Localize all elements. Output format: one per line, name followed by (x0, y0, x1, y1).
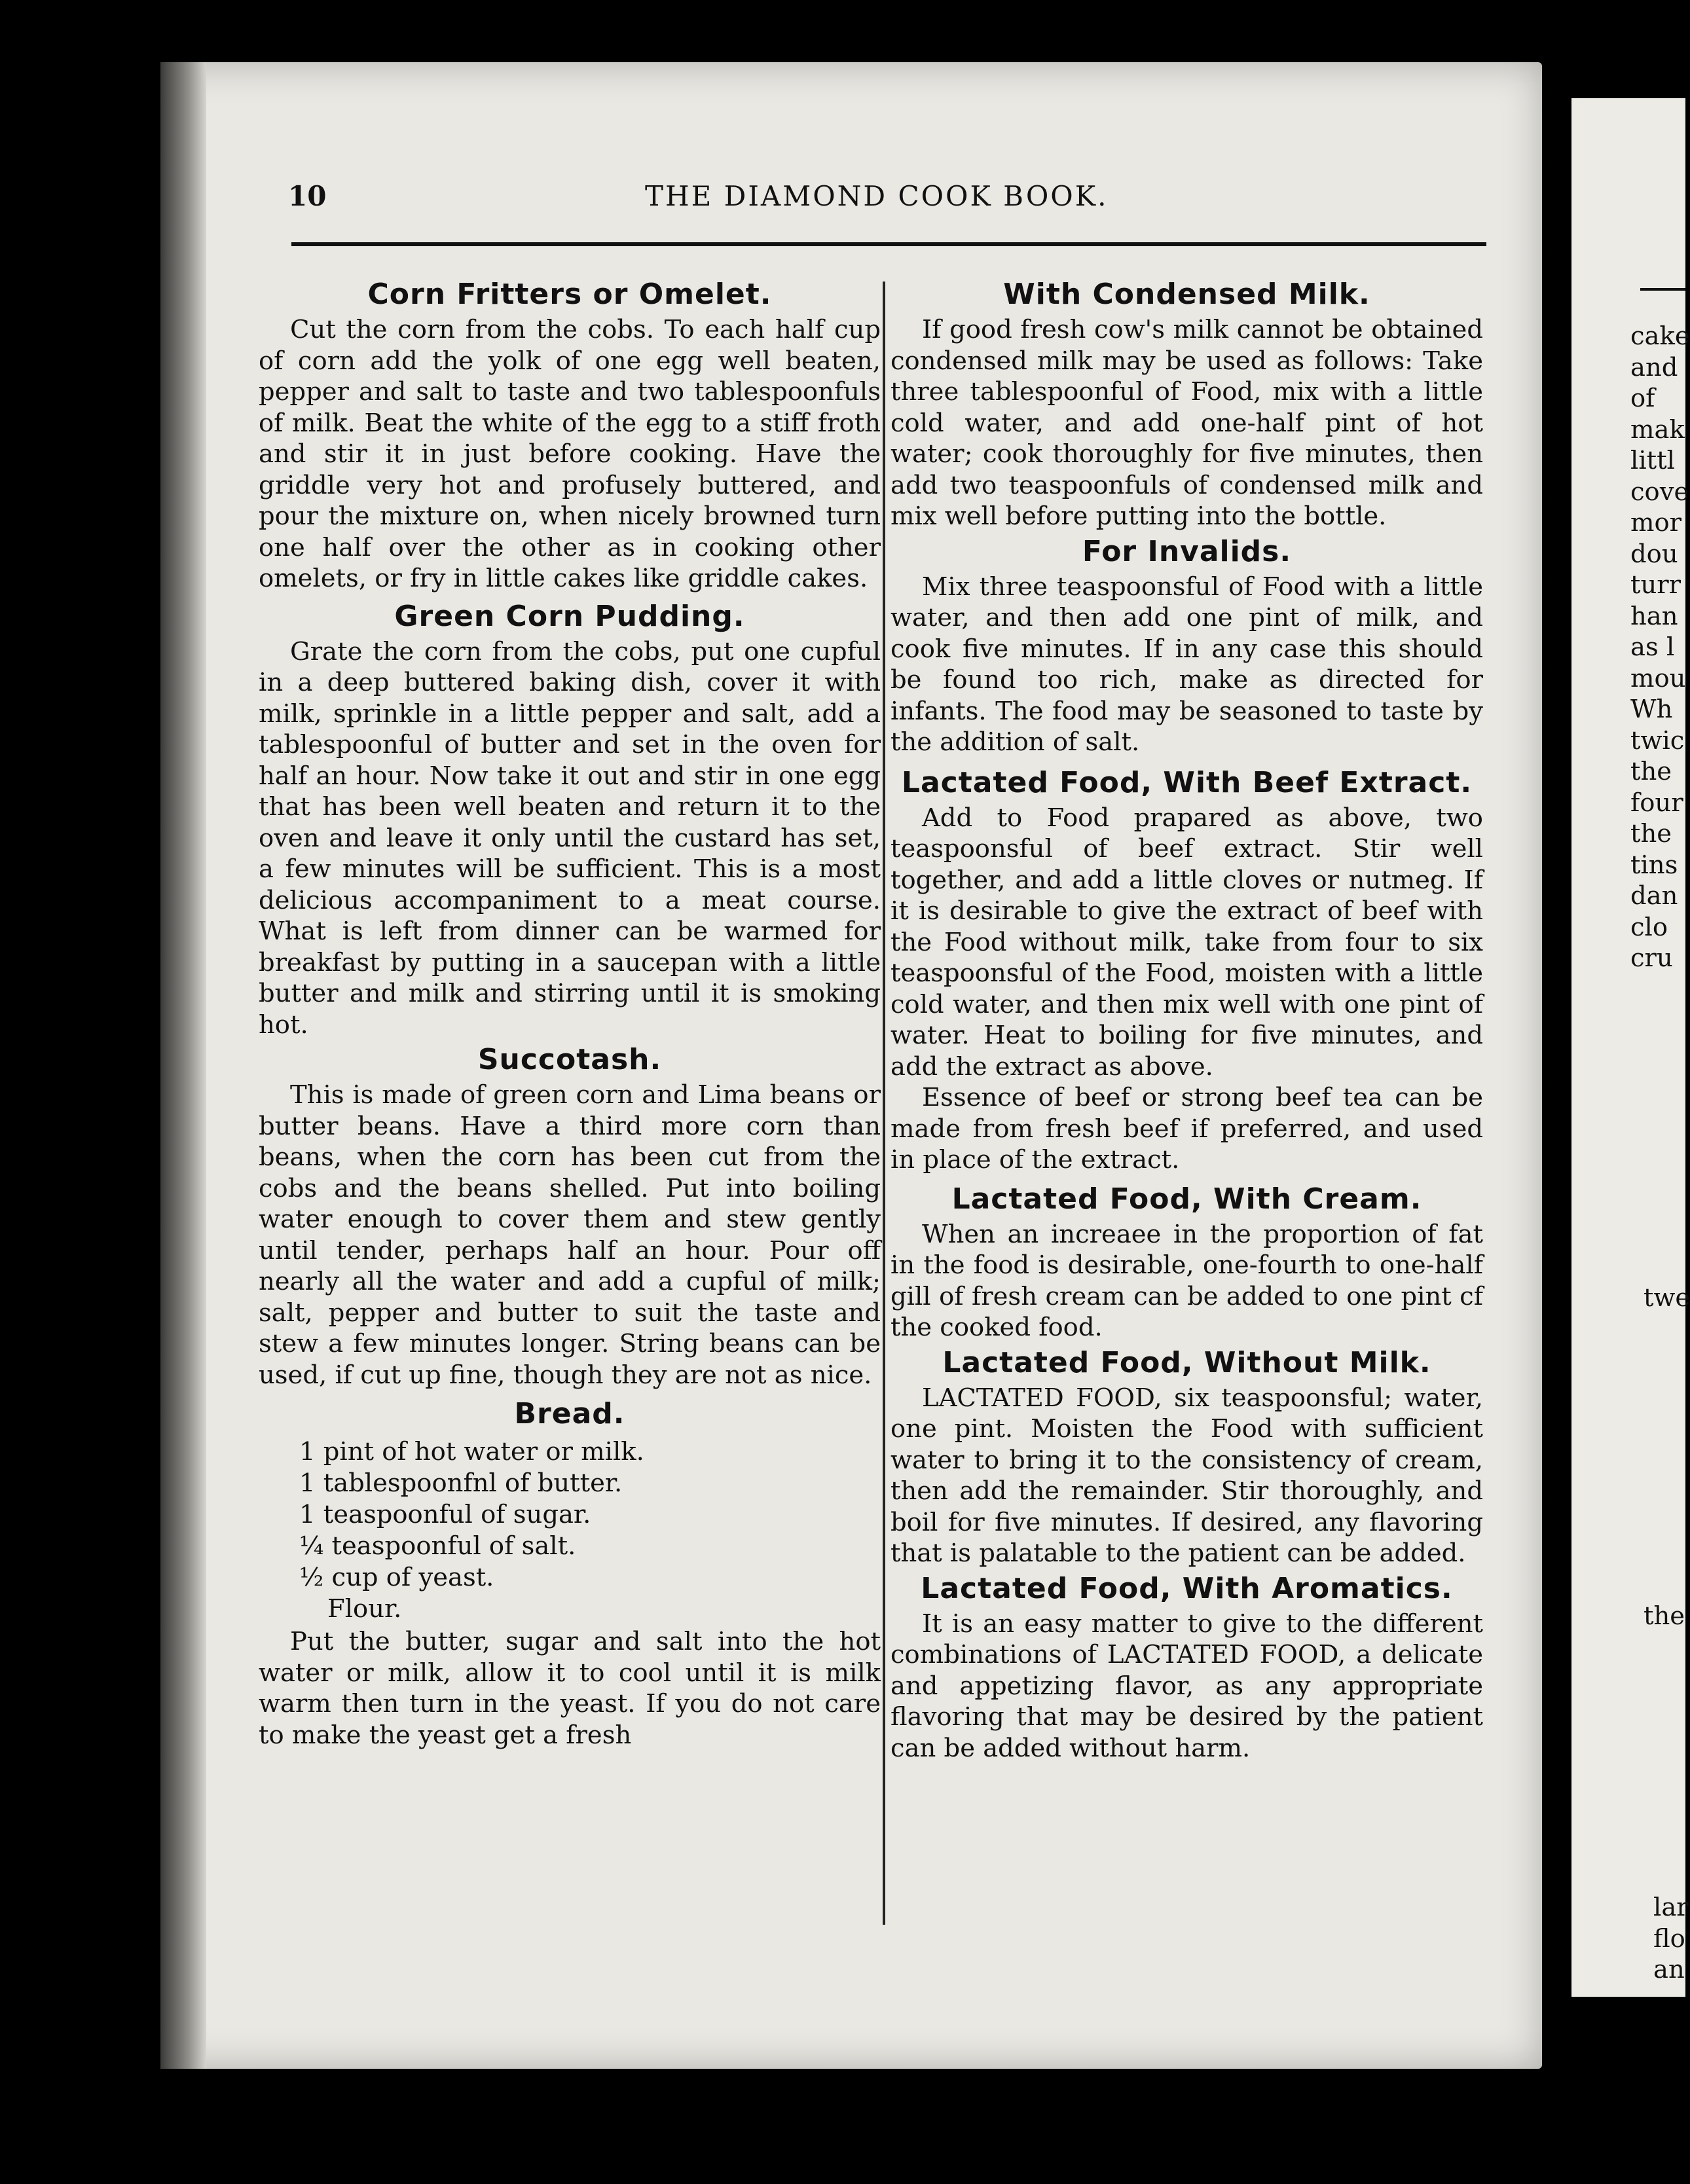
left-column (259, 275, 881, 1751)
fragment-line: of (1630, 384, 1655, 413)
recipe-title: Corn Fritters or Omelet. (367, 278, 772, 311)
adjacent-page-rule (1640, 288, 1685, 291)
recipe-paragraph: Cut the corn from the cobs. To each half cup of corn add the yolk of one egg well beaten, pepper and salt to taste and two tablespoonfuls of milk. Beat the white of the egg to a stiff froth and stir it in just before cooking. Have the griddle very hot and profusely buttered, and pour the mixture on, when nicely browned turn one half over the other as in cooking other omelets, or fry in little cakes like griddle cakes. (259, 315, 881, 593)
fragment-line: the (1630, 819, 1672, 848)
recipe-paragraph: When an increaee in the proportion of fat in the food is desirable, one-fourth to one-half gill of fresh cream can be added to one pint cf the cooked food. (891, 1219, 1483, 1342)
fragment-line: cake (1630, 321, 1690, 351)
ingredient-item: Flour. (327, 1594, 402, 1624)
recipe-title: Succotash. (477, 1043, 662, 1076)
fragment-line: mou (1630, 663, 1686, 693)
fragment-line: the (1644, 1601, 1685, 1631)
fragment-line: han (1630, 601, 1678, 631)
fragment-line: tins (1630, 850, 1678, 880)
recipe-paragraph: It is an easy matter to give to the different combinations of LACTATED FOOD, a delicate and appetizing flavor, as any appropriate flavoring that may be desired by the patient can be added without harm. (891, 1609, 1483, 1763)
recipe-paragraph: LACTATED FOOD, six teaspoonsful; water, one pint. Moisten the Food with sufficient water to bring it to the consistency of cream, then add the remainder. Stir thoroughly, and boil for five minutes. If desired, any flavoring that is palatable to the patient can be added. (891, 1383, 1483, 1568)
fragment-line: cove (1630, 477, 1689, 507)
recipe-title: Lactated Food, With Cream. (951, 1182, 1422, 1216)
adjacent-page-text (1630, 321, 1690, 974)
recipe-paragraph: Mix three teaspoonsful of Food with a little water, and then add one pint of milk, and cook five minutes. If in any case this should be found too rich, make as directed for infants. The food may be seasoned to taste by the addition of salt. (891, 572, 1483, 757)
fragment-line: mak (1630, 414, 1685, 445)
recipe-title: Lactated Food, With Beef Extract. (901, 765, 1473, 799)
ingredient-item: 1 teaspoonful of sugar. (299, 1500, 591, 1529)
column-divider (883, 282, 885, 1925)
ingredient-item: ¼ teaspoonful of salt. (299, 1531, 576, 1561)
fragment-line: and (1630, 352, 1678, 382)
fragment-line: lar (1653, 1893, 1689, 1922)
header-rule (291, 242, 1486, 246)
recipe-title: Green Corn Pudding. (394, 599, 745, 633)
recipe-paragraph: Essence of beef or strong beef tea can be made from fresh beef if preferred, and used in place of the extract. (891, 1083, 1483, 1174)
recipe-title: Lactated Food, With Aromatics. (921, 1571, 1453, 1605)
recipe-paragraph: This is made of green corn and Lima beans or butter beans. Have a third more corn than beans, when the corn has been cut from the cobs and the beans shelled. Put into boiling water enough to cover them and stew gently until tender, perhaps half an hour. Pour off nearly all the water and add a cupful of milk; salt, pepper and butter to suit the taste and stew a few minutes longer. String beans can be used, if cut up fine, though they are not as nice. (259, 1080, 881, 1390)
fragment-line: turr (1630, 570, 1681, 600)
fragment-line: cru (1630, 943, 1673, 973)
ingredient-item: 1 tablespoonfnl of butter. (299, 1468, 623, 1498)
ingredient-list (259, 1436, 881, 1625)
fragment-line: the (1630, 757, 1672, 786)
book-spine-edge (160, 62, 206, 2069)
fragment-line: clo (1630, 912, 1668, 942)
fragment-line: four (1630, 788, 1683, 818)
ingredient-item: ½ cup of yeast. (299, 1563, 494, 1592)
recipe-paragraph: Add to Food prapared as above, two teaspoonsful of beef extract. Stir well together, and add a little cloves or nutmeg. If it is desirable to give the extract of beef with the Food without milk, take from four to six teaspoonsful of the Food, moisten with a little cold water, and then mix well with one pint of water. Heat to boiling for five minutes, and add the extract as above. (891, 803, 1483, 1082)
fragment-line: an (1653, 1955, 1685, 1984)
recipe-title: With Condensed Milk. (1003, 278, 1370, 311)
page-header (288, 180, 1486, 219)
fragment-line: as l (1630, 632, 1675, 662)
fragment-line: Wh (1630, 695, 1673, 724)
ingredient-item: 1 pint of hot water or milk. (299, 1437, 644, 1466)
running-title: THE DIAMOND COOK BOOK. (645, 180, 1109, 212)
right-column (891, 275, 1483, 1764)
fragment-line: dou (1630, 539, 1678, 569)
page-number: 10 (288, 180, 327, 212)
fragment-line: twe (1644, 1283, 1690, 1313)
recipe-paragraph: If good fresh cow's milk cannot be obtained condensed milk may be used as follows: Take three tablespoonful of Food, mix with a little cold water, and add one-half pint of hot water; cook thoroughly for five minutes, then add two teaspoonfuls of condensed milk and mix well before putting into the bottle. (891, 315, 1483, 531)
recipe-title: Bread. (514, 1397, 625, 1430)
fragment-line: dan (1630, 881, 1678, 911)
recipe-title: For Invalids. (1082, 534, 1292, 568)
recipe-title: Lactated Food, Without Milk. (942, 1345, 1431, 1379)
adjacent-page-text (1653, 1892, 1689, 1986)
recipe-paragraph: Put the butter, sugar and salt into the hot water or milk, allow it to cool until it is milk warm then turn in the yeast. If you do not care to make the yeast get a fresh (259, 1627, 881, 1750)
fragment-line: flo (1653, 1923, 1685, 1954)
fragment-line: twic (1630, 725, 1685, 755)
recipe-paragraph: Grate the corn from the cobs, put one cupful in a deep buttered baking dish, cover it with milk, sprinkle in a little pepper and salt, add a tablespoonful of butter and set in the oven for half an hour. Now take it out and stir in one egg that has been well beaten and return it to the oven and leave it only until the custard has set, a few minutes will be sufficient. This is a most delicious accompaniment to a meat course. What is left from dinner can be warmed for breakfast by putting in a saucepan with a little butter and milk and stirring until it is smoking hot. (259, 636, 881, 1040)
fragment-line: mor (1630, 508, 1682, 537)
adjacent-page-text (1644, 1601, 1685, 1632)
fragment-line: littl (1630, 446, 1675, 475)
